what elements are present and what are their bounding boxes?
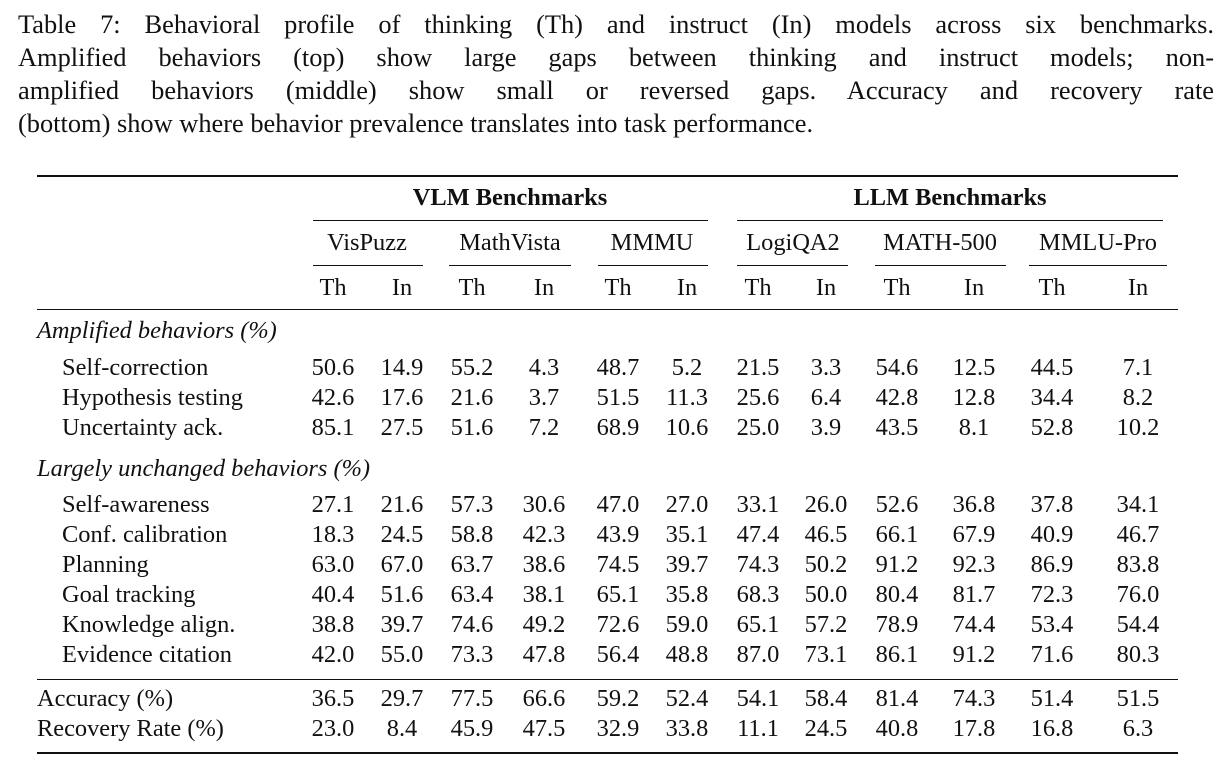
table-cell: 67.0 [380, 551, 424, 578]
table-cell: 14.9 [380, 354, 424, 381]
table-cell: 12.8 [952, 384, 996, 411]
row-label: Knowledge align. [62, 611, 236, 638]
subcol-header: In [676, 274, 698, 301]
caption-line: Amplified behaviors (top) show large gaps between thinking and instruct models; non- [18, 42, 1214, 72]
table-cell: 38.6 [522, 551, 566, 578]
table-cell: 55.0 [380, 641, 424, 668]
table-cell: 27.0 [665, 491, 709, 518]
table-cell: 59.2 [596, 685, 640, 712]
table-cell: 27.5 [380, 414, 424, 441]
table-cell: 34.1 [1116, 491, 1160, 518]
benchmark-rule-vispuzz [313, 265, 423, 266]
table-cell: 24.5 [804, 715, 848, 742]
section-title: Largely unchanged behaviors (%) [37, 455, 371, 482]
table-cell: 49.2 [522, 611, 566, 638]
table-cell: 39.7 [665, 551, 709, 578]
subcol-header: Th [883, 274, 911, 301]
table-cell: 45.9 [450, 715, 494, 742]
table-cell: 56.4 [596, 641, 640, 668]
table-cell: 46.5 [804, 521, 848, 548]
table-cell: 11.3 [666, 384, 708, 411]
table-cell: 74.3 [736, 551, 780, 578]
table-cell: 53.4 [1030, 611, 1074, 638]
table-cell: 83.8 [1116, 551, 1160, 578]
header-bottom-rule [37, 309, 1178, 310]
subcol-header: In [533, 274, 555, 301]
table-cell: 33.8 [665, 715, 709, 742]
table-cell: 51.4 [1030, 685, 1074, 712]
table-cell: 68.3 [736, 581, 780, 608]
benchmark-header-mmlu-pro: MMLU-Pro [1039, 229, 1157, 256]
table-cell: 85.1 [311, 414, 355, 441]
subcol-header: Th [319, 274, 347, 301]
table-cell: 51.5 [1116, 685, 1160, 712]
subcol-header: Th [1038, 274, 1066, 301]
benchmark-header-mmmu: MMMU [610, 229, 694, 256]
table-cell: 3.7 [528, 384, 560, 411]
summary-row-label: Accuracy (%) [37, 685, 174, 712]
summary-top-rule [37, 679, 1178, 680]
table-cell: 74.6 [450, 611, 494, 638]
table-cell: 80.4 [875, 581, 919, 608]
table-cell: 86.9 [1030, 551, 1074, 578]
table-cell: 91.2 [875, 551, 919, 578]
table-cell: 25.6 [736, 384, 780, 411]
llm-group-rule [737, 220, 1163, 221]
table-cell: 30.6 [522, 491, 566, 518]
table-cell: 72.3 [1030, 581, 1074, 608]
table-cell: 8.1 [958, 414, 990, 441]
table-cell: 51.6 [380, 581, 424, 608]
table-cell: 6.4 [810, 384, 842, 411]
row-label: Uncertainty ack. [62, 414, 224, 441]
table-cell: 63.4 [450, 581, 494, 608]
table-cell: 74.4 [952, 611, 996, 638]
group-header-vlm: VLM Benchmarks [412, 184, 608, 211]
table-cell: 65.1 [736, 611, 780, 638]
table-top-rule [37, 175, 1178, 177]
benchmark-rule-logiqa2 [737, 265, 848, 266]
table-cell: 7.1 [1122, 354, 1154, 381]
table-cell: 87.0 [736, 641, 780, 668]
table-cell: 38.1 [522, 581, 566, 608]
table-cell: 63.0 [311, 551, 355, 578]
table-cell: 86.1 [875, 641, 919, 668]
benchmark-rule-mathvista [449, 265, 571, 266]
table-cell: 8.2 [1122, 384, 1154, 411]
table-cell: 32.9 [596, 715, 640, 742]
table-cell: 36.8 [952, 491, 996, 518]
table-cell: 37.8 [1030, 491, 1074, 518]
table-cell: 57.3 [450, 491, 494, 518]
benchmark-header-math-500: MATH-500 [883, 229, 997, 256]
caption-line: (bottom) show where behavior prevalence translates into task performance. [18, 108, 814, 138]
row-label: Planning [62, 551, 149, 578]
group-header-llm: LLM Benchmarks [853, 184, 1047, 211]
table-cell: 81.4 [875, 685, 919, 712]
table-cell: 47.0 [596, 491, 640, 518]
table-cell: 52.4 [665, 685, 709, 712]
table-cell: 8.4 [386, 715, 418, 742]
table-cell: 4.3 [528, 354, 560, 381]
table-cell: 10.2 [1116, 414, 1160, 441]
table-cell: 74.5 [596, 551, 640, 578]
subcol-header: In [815, 274, 837, 301]
table-cell: 40.4 [311, 581, 355, 608]
table-cell: 57.2 [804, 611, 848, 638]
subcol-header: In [1127, 274, 1149, 301]
subcol-header: Th [604, 274, 632, 301]
table-cell: 74.3 [952, 685, 996, 712]
table-cell: 47.5 [522, 715, 566, 742]
benchmark-rule-math-500 [875, 265, 1006, 266]
table-cell: 55.2 [450, 354, 494, 381]
table-cell: 18.3 [311, 521, 355, 548]
table-cell: 34.4 [1030, 384, 1074, 411]
table-cell: 46.7 [1116, 521, 1160, 548]
table-cell: 42.3 [522, 521, 566, 548]
table-cell: 26.0 [804, 491, 848, 518]
table-cell: 5.2 [671, 354, 703, 381]
table-cell: 65.1 [596, 581, 640, 608]
table-cell: 3.9 [810, 414, 842, 441]
row-label: Evidence citation [62, 641, 232, 668]
benchmark-header-vispuzz: VisPuzz [327, 229, 407, 256]
table-cell: 73.3 [450, 641, 494, 668]
table-cell: 91.2 [952, 641, 996, 668]
summary-row-label: Recovery Rate (%) [37, 715, 224, 742]
table-cell: 42.6 [311, 384, 355, 411]
table-cell: 66.6 [522, 685, 566, 712]
table-cell: 66.1 [875, 521, 919, 548]
table-cell: 54.6 [875, 354, 919, 381]
table-cell: 17.8 [952, 715, 996, 742]
table-cell: 58.8 [450, 521, 494, 548]
table-cell: 23.0 [311, 715, 355, 742]
table-cell: 48.8 [665, 641, 709, 668]
table-cell: 21.5 [736, 354, 780, 381]
table-cell: 92.3 [952, 551, 996, 578]
table-cell: 6.3 [1122, 715, 1154, 742]
table-cell: 52.6 [875, 491, 919, 518]
table-cell: 52.8 [1030, 414, 1074, 441]
table-cell: 35.1 [665, 521, 709, 548]
row-label: Hypothesis testing [62, 384, 243, 411]
table-cell: 39.7 [380, 611, 424, 638]
benchmark-header-logiqa2: LogiQA2 [746, 229, 840, 256]
table-cell: 80.3 [1116, 641, 1160, 668]
table-cell: 51.5 [596, 384, 640, 411]
table-cell: 35.8 [665, 581, 709, 608]
subcol-header: In [963, 274, 985, 301]
table-cell: 42.0 [311, 641, 355, 668]
table-cell: 50.0 [804, 581, 848, 608]
table-cell: 17.6 [380, 384, 424, 411]
table-cell: 59.0 [665, 611, 709, 638]
table-cell: 47.8 [522, 641, 566, 668]
table-cell: 67.9 [952, 521, 996, 548]
row-label: Self-awareness [62, 491, 210, 518]
table-cell: 27.1 [311, 491, 355, 518]
table-cell: 33.1 [736, 491, 780, 518]
row-label: Goal tracking [62, 581, 196, 608]
table-cell: 7.2 [528, 414, 560, 441]
table-cell: 51.6 [450, 414, 494, 441]
table-cell: 16.8 [1030, 715, 1074, 742]
table-cell: 25.0 [736, 414, 780, 441]
table-cell: 21.6 [450, 384, 494, 411]
table-cell: 54.1 [736, 685, 780, 712]
table-bottom-rule [37, 752, 1178, 754]
table-cell: 38.8 [311, 611, 355, 638]
table-cell: 68.9 [596, 414, 640, 441]
table-cell: 42.8 [875, 384, 919, 411]
table-cell: 77.5 [450, 685, 494, 712]
table-cell: 71.6 [1030, 641, 1074, 668]
table-cell: 11.1 [737, 715, 779, 742]
table-cell: 81.7 [952, 581, 996, 608]
table-cell: 58.4 [804, 685, 848, 712]
row-label: Self-correction [62, 354, 209, 381]
subcol-header: Th [744, 274, 772, 301]
table-cell: 29.7 [380, 685, 424, 712]
row-label: Conf. calibration [62, 521, 228, 548]
table-cell: 63.7 [450, 551, 494, 578]
table-cell: 40.9 [1030, 521, 1074, 548]
table-cell: 10.6 [665, 414, 709, 441]
table-cell: 43.9 [596, 521, 640, 548]
table-cell: 47.4 [736, 521, 780, 548]
benchmark-header-mathvista: MathVista [459, 229, 561, 256]
table-cell: 78.9 [875, 611, 919, 638]
table-cell: 12.5 [952, 354, 996, 381]
benchmark-rule-mmlu-pro [1029, 265, 1167, 266]
table-cell: 73.1 [804, 641, 848, 668]
table-cell: 54.4 [1116, 611, 1160, 638]
subcol-header: Th [458, 274, 486, 301]
table-cell: 50.2 [804, 551, 848, 578]
vlm-group-rule [313, 220, 708, 221]
caption-line: Table 7: Behavioral profile of thinking (Th) and instruct (In) models across six benchmarks. [18, 9, 1214, 39]
section-title: Amplified behaviors (%) [37, 317, 277, 344]
table-cell: 43.5 [875, 414, 919, 441]
table-cell: 40.8 [875, 715, 919, 742]
table-cell: 76.0 [1116, 581, 1160, 608]
caption-line: amplified behaviors (middle) show small or reversed gaps. Accuracy and recovery rate [18, 75, 1214, 105]
table-cell: 48.7 [596, 354, 640, 381]
benchmark-rule-mmmu [598, 265, 708, 266]
table-cell: 3.3 [810, 354, 842, 381]
table-cell: 44.5 [1030, 354, 1074, 381]
table-cell: 21.6 [380, 491, 424, 518]
subcol-header: In [391, 274, 413, 301]
table-cell: 24.5 [380, 521, 424, 548]
table-cell: 72.6 [596, 611, 640, 638]
table-cell: 36.5 [311, 685, 355, 712]
table-cell: 50.6 [311, 354, 355, 381]
